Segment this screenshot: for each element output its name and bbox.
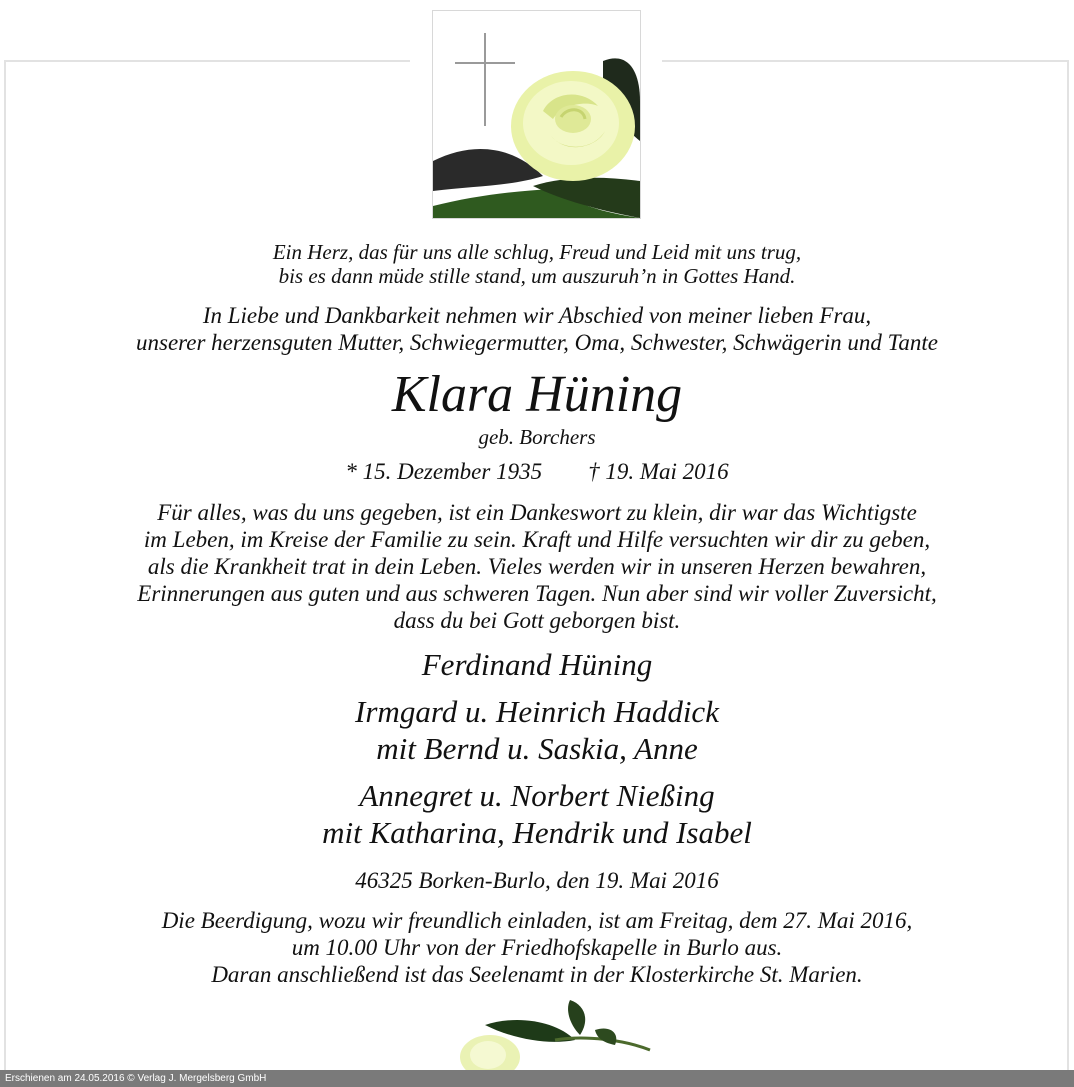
funeral-line-2: um 10.00 Uhr von der Friedhofskapelle in Burlo aus. <box>291 935 783 960</box>
death-date: † 19. Mai 2016 <box>588 459 729 484</box>
deceased-name: Klara Hüning <box>391 366 683 423</box>
mourner-family2-line1: Annegret u. Norbert Nießing <box>359 778 715 813</box>
bottom-rose-image <box>455 995 665 1070</box>
funeral-line-3: Daran anschließend ist das Seelenamt in der Klosterkirche St. Marien. <box>211 962 863 987</box>
tribute-line-3: als die Krankheit trat in dein Leben. Vieles werden wir in unseren Herzen bewahren, <box>147 554 927 579</box>
mourner-family2-line2: mit Katharina, Hendrik und Isabel <box>322 815 752 850</box>
tribute-line-1: Für alles, was du uns gegeben, ist ein Dankeswort zu klein, dir war das Wichtigste <box>157 500 917 525</box>
frame-top-right <box>662 60 1068 62</box>
footer-bar: Erschienen am 24.05.2016 © Verlag J. Mergelsberg GmbH <box>0 1070 1074 1087</box>
tribute-line-4: Erinnerungen aus guten und aus schweren Tagen. Nun aber sind wir voller Zuversicht, <box>137 581 937 606</box>
birth-date: * 15. Dezember 1935 <box>345 459 543 484</box>
intro-line-1: In Liebe und Dankbarkeit nehmen wir Abschied von meiner lieben Frau, <box>202 303 872 328</box>
tribute-line-2: im Leben, im Kreise der Familie zu sein. Kraft und Hilfe versuchten wir dir zu geben, <box>143 527 931 552</box>
maiden-name: geb. Borchers <box>478 425 596 449</box>
cross-rose-image <box>432 10 641 219</box>
mourner-family1-line2: mit Bernd u. Saskia, Anne <box>376 731 698 766</box>
verse-line-2: bis es dann müde stille stand, um auszuruh’n in Gottes Hand. <box>278 264 796 288</box>
funeral-line-1: Die Beerdigung, wozu wir freundlich einladen, ist am Freitag, dem 27. Mai 2016, <box>161 908 913 933</box>
rose-image <box>511 71 635 181</box>
place-date: 46325 Borken-Burlo, den 19. Mai 2016 <box>355 868 719 893</box>
intro-line-2: unserer herzensguten Mutter, Schwiegermutter, Oma, Schwester, Schwägerin und Tante <box>136 330 938 355</box>
cross-icon <box>455 33 515 126</box>
frame-top-left <box>4 60 410 62</box>
mourner-family1-line1: Irmgard u. Heinrich Haddick <box>355 694 719 729</box>
life-dates <box>0 458 1074 485</box>
mourner-spouse: Ferdinand Hüning <box>421 647 653 682</box>
verse-line-1: Ein Herz, das für uns alle schlug, Freud und Leid mit uns trug, <box>272 240 802 264</box>
tribute-line-5: dass du bei Gott geborgen bist. <box>393 608 681 633</box>
